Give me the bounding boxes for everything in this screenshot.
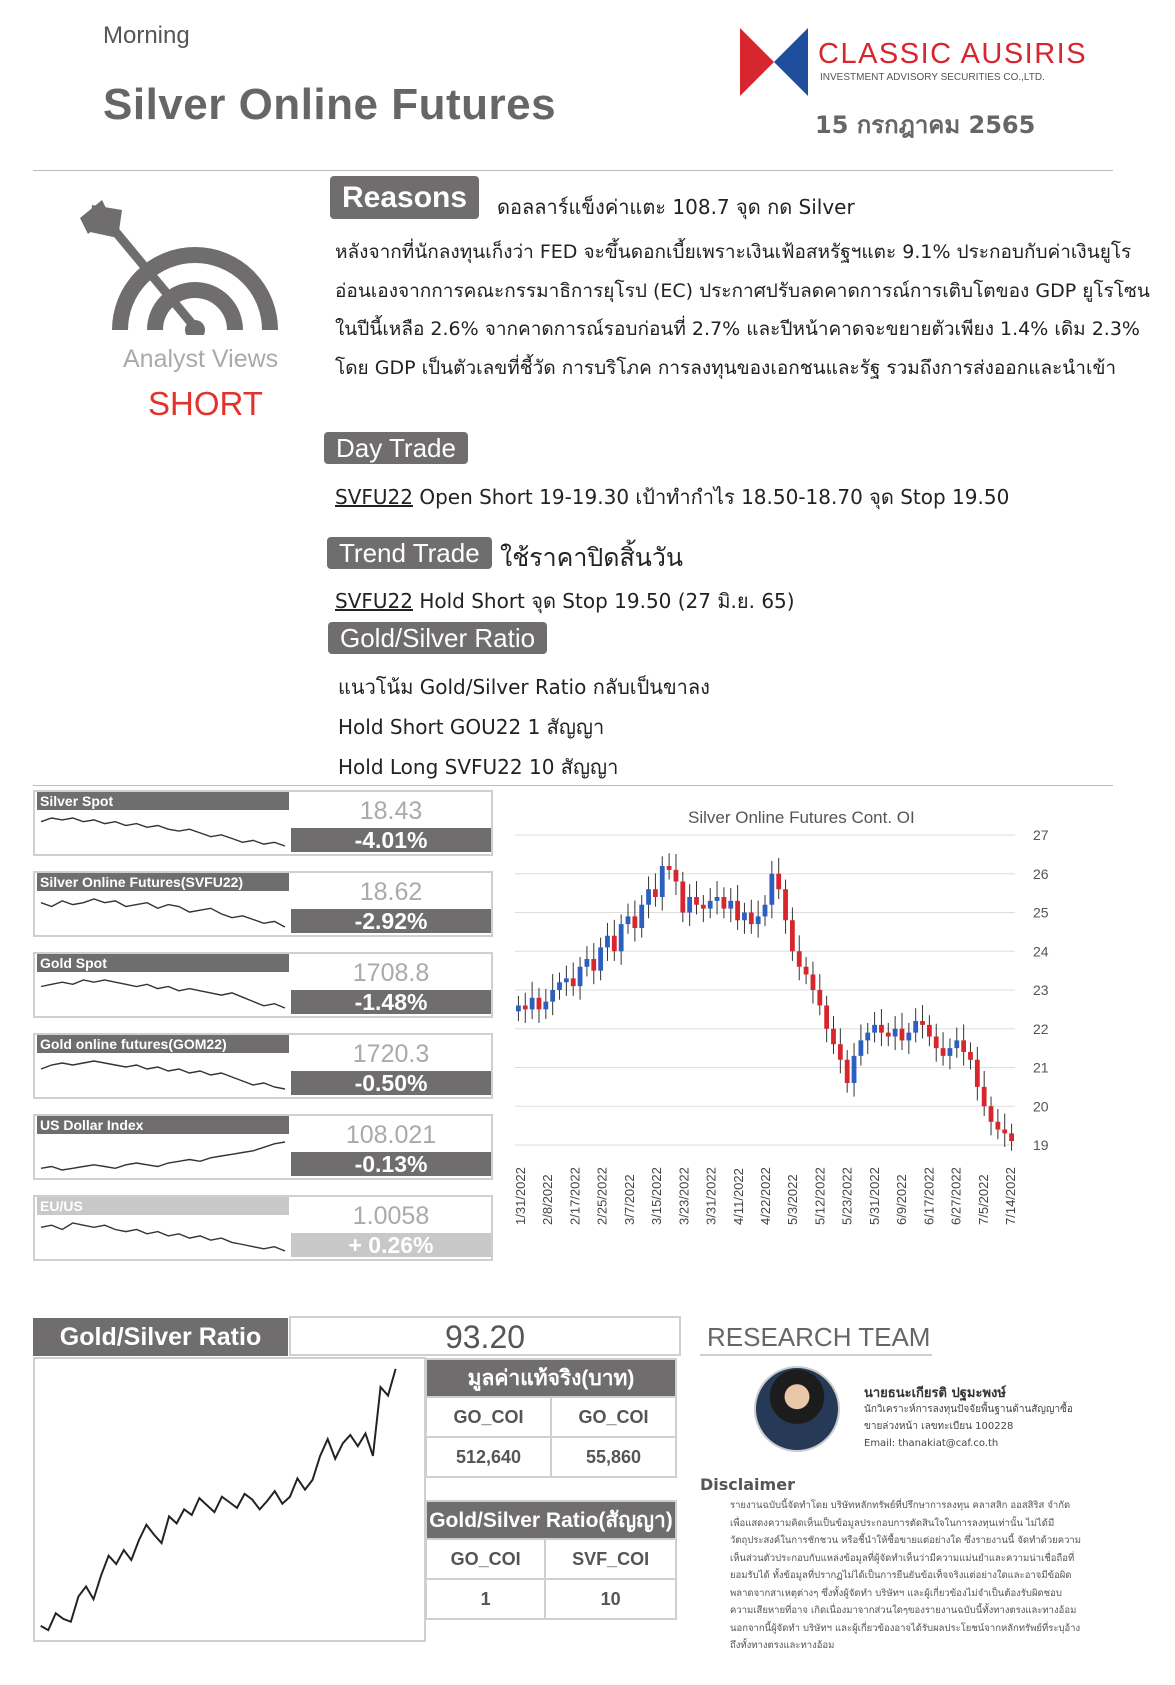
oi-x-tick: 5/12/2022 [812, 1167, 828, 1225]
oi-candle-body [961, 1040, 966, 1052]
oi-candle-body [571, 978, 576, 986]
gold-silver-line-2: Hold Short GOU22 1 สัญญา [338, 715, 605, 739]
oi-candle-body [804, 967, 809, 975]
oi-x-tick: 1/31/2022 [513, 1167, 528, 1225]
analyst-email: Email: thanakiat@caf.co.th [864, 1438, 999, 1449]
gold-silver-tag: Gold/Silver Ratio [328, 622, 547, 654]
market-panel [33, 871, 493, 937]
oi-x-tick: 6/27/2022 [948, 1167, 964, 1225]
market-sparkline [37, 812, 289, 852]
oi-candle-body [763, 905, 768, 917]
oi-candle-body [537, 998, 542, 1010]
oi-chart-title: Silver Online Futures Cont. OI [688, 808, 915, 827]
sparkline-path [41, 1061, 285, 1089]
oi-candle-body [742, 913, 747, 921]
oi-y-tick: 20 [1033, 1098, 1049, 1115]
analyst-role-text: นักวิเคราะห์การลงทุนปัจจัยพื้นฐานด้านสัญญาซื้อขายล่วงหน้า เลขทะเบียน 100228 [864, 1404, 1073, 1432]
gold-silver-line-1: แนวโน้ม Gold/Silver Ratio กลับเป็นขาลง [338, 675, 710, 699]
market-label: EU/US [37, 1197, 289, 1215]
ratio-col-1: GO_COI [426, 1539, 545, 1579]
oi-candle-body [756, 916, 761, 924]
oi-candle-body [585, 959, 590, 967]
oi-candle-body [982, 1087, 987, 1106]
oi-candle-body [927, 1025, 932, 1037]
market-price: 18.43 [359, 797, 423, 825]
market-price: 108.021 [345, 1121, 437, 1149]
ratio-contracts-header: Gold/Silver Ratio(สัญญา) [426, 1501, 676, 1539]
oi-candle-body [632, 916, 637, 928]
oi-candle-body [612, 936, 617, 952]
header-divider [33, 170, 1113, 171]
oi-candle-body [968, 1052, 973, 1060]
research-team-title: RESEARCH TEAM [707, 1322, 931, 1352]
brand-subtitle: INVESTMENT ADVISORY SECURITIES CO.,LTD. [820, 72, 1045, 83]
oi-candle-body [913, 1021, 918, 1033]
oi-candle-body [865, 1033, 870, 1041]
oi-x-tick: 3/7/2022 [621, 1174, 637, 1225]
gold-silver-ratio-value: 93.20 [289, 1316, 681, 1356]
oi-candle-body [605, 936, 610, 948]
oi-x-tick: 3/15/2022 [649, 1167, 665, 1225]
market-change: -0.50% [291, 1071, 491, 1095]
oi-candle-body [1002, 1130, 1007, 1134]
oi-candle-body [893, 1029, 898, 1037]
market-change: -1.48% [291, 990, 491, 1014]
oi-candle-body [564, 978, 569, 982]
oi-candle-body [660, 866, 665, 897]
report-date: 15 กรกฎาคม 2565 [815, 111, 1036, 139]
oi-candle-body [824, 1006, 829, 1029]
oi-candle-body [811, 975, 816, 991]
market-sparkline [37, 1136, 289, 1176]
oi-candle-body [906, 1033, 911, 1041]
sparkline-path [41, 1142, 285, 1170]
target-arrow-icon [80, 200, 295, 335]
oi-x-tick: 4/11/2022 [730, 1168, 746, 1225]
oi-x-tick: 6/17/2022 [921, 1167, 937, 1225]
market-panel [33, 1195, 493, 1261]
trend-trade-symbol: SVFU22 [335, 589, 413, 613]
oi-candle-body [626, 916, 631, 924]
oi-candle-body [852, 1056, 857, 1083]
market-label: US Dollar Index [37, 1116, 289, 1134]
analyst-position: SHORT [148, 385, 263, 422]
oi-y-tick: 21 [1033, 1059, 1049, 1076]
oi-candle-body [900, 1029, 905, 1041]
oi-y-tick: 19 [1033, 1137, 1049, 1153]
oi-x-tick: 5/23/2022 [839, 1167, 855, 1225]
oi-candle-body [838, 1044, 843, 1060]
market-price: 1720.3 [352, 1040, 430, 1068]
oi-x-tick: 2/25/2022 [594, 1167, 610, 1225]
day-trade-text: Open Short 19-19.30 เป้าทำกำไร 18.50-18.70 จุด Stop 19.50 [412, 485, 1010, 509]
oi-candle-body [523, 1006, 528, 1010]
oi-candle-body [653, 889, 658, 897]
sparkline-path [41, 980, 285, 1008]
analyst-role [864, 1401, 1084, 1452]
section-divider [33, 785, 1113, 786]
reasons-paragraph: หลังจากที่นักลงทุนเก็งว่า FED จะขึ้นดอกเบี้ยเพราะเงินเฟ้อสหรัฐฯแตะ 9.1% ประกอบกับค่าเงินยูโรอ่อนเองจากการคณะกรรมาธิการยุโรป (EC) ประกาศปรับลดคาดการณ์การเติบโตของ GDP ยูโรโซนในปีนี้เหลือ 2.6% จากคาดการณ์รอบก่อนที่ 2.7% และปีหน้าคาดจะขยายตัวเพียง 1.4% เดิม 2.3% โดย GDP เป็นตัวเลขที่ชี้วัด การบริโภค การลงทุนของเอกชนและรัฐ รวมถึงการส่งออกและนำเข้า [335, 241, 1150, 379]
day-trade-line [335, 481, 1009, 513]
market-change: -2.92% [291, 909, 491, 933]
brand-name: CLASSIC AUSIRIS [818, 38, 1088, 70]
oi-candle-body [646, 889, 651, 905]
market-panel [33, 1033, 493, 1099]
oi-candle-body [989, 1106, 994, 1122]
trend-trade-tag: Trend Trade [327, 537, 492, 569]
oi-x-tick: 5/3/2022 [785, 1174, 801, 1225]
research-divider [700, 1354, 932, 1356]
oi-candle-body [701, 905, 706, 909]
oi-x-tick: 2/17/2022 [567, 1167, 583, 1225]
market-sparkline [37, 974, 289, 1014]
report-title: Silver Online Futures [103, 80, 557, 129]
ratio-col-2: SVF_COI [545, 1539, 676, 1579]
analyst-name: นายธนะเกียรติ ปฐมะพงษ์ [864, 1386, 1006, 1401]
market-label: Gold Spot [37, 954, 289, 972]
oi-candle-body [708, 901, 713, 909]
market-panel [33, 952, 493, 1018]
ratio-line [41, 1369, 396, 1630]
oi-candle-body [680, 882, 685, 913]
market-change: -0.13% [291, 1152, 491, 1176]
day-trade-symbol: SVFU22 [335, 485, 413, 509]
oi-x-tick: 7/5/2022 [975, 1174, 991, 1225]
oi-candle-body [591, 959, 596, 971]
company-logo-icon [740, 28, 808, 96]
intrinsic-value-header: มูลค่าแท้จริง(บาท) [426, 1359, 676, 1397]
oi-candle-body [790, 920, 795, 951]
oi-y-tick: 24 [1033, 943, 1049, 960]
market-price: 1.0058 [352, 1202, 430, 1230]
intrinsic-col-2: GO_COI [551, 1397, 676, 1437]
oi-candle-body [578, 967, 583, 986]
oi-candle-body [749, 913, 754, 925]
oi-candle-body [769, 874, 774, 905]
market-sparkline [37, 1217, 289, 1257]
analyst-avatar [754, 1366, 840, 1452]
oi-candle-body [728, 901, 733, 909]
oi-y-tick: 22 [1033, 1020, 1049, 1037]
oi-candle-body [667, 866, 672, 870]
disclaimer-text: รายงานฉบับนี้จัดทำโดย บริษัทหลักทรัพย์ที่ปรึกษาการลงทุน คลาสสิก ออสสิริส จำกัด เพื่อแสดงความคิดเห็นเป็นข้อมูลประกอบการตัดสินใจในการลงทุนเท่านั้น ไม่ได้มีวัตถุประสงค์ในการชักชวน หรือชี้นำให้ซื้อขายแต่อย่างใด ซึ่งรายงานนี้ จัดทำด้วยความเห็นส่วนตัวประกอบกับแหล่งข้อมูลที่ผู้จัดทำเห็นว่ามีความแม่นยำและความน่าเชื่อถือที่ยอมรับได้ ทั้งข้อมูลที่ปรากฏไม่ได้เป็นการยืนยันข้อเท็จจริงแต่อย่างใดและอาจมีข้อผิดพลาดจากสาเหตุต่างๆ ซึ่งทั้งผู้จัดทำ บริษัทฯ และผู้เกี่ยวข้องไม่จำเป็นต้องรับผิดชอบความเสียหายที่อาจ เกิดเนื่องมาจากส่วนใดๆของรายงานฉบับนี้ทั้งทางตรงและทางอ้อม นอกจากนี้ผู้จัดทำ บริษัทฯ และผู้เกี่ยวข้องอาจได้รับผลประโยชน์จากหลักทรัพย์ที่ระบุอ้างถึงทั้งทางตรงและทางอ้อม [730, 1500, 1082, 1651]
oi-candle-body [797, 951, 802, 967]
oi-x-tick: 2/8/2022 [540, 1174, 556, 1225]
oi-candle-body [886, 1033, 891, 1037]
oi-candle-body [694, 897, 699, 905]
oi-y-tick: 27 [1033, 830, 1049, 843]
oi-candle-body [975, 1060, 980, 1087]
market-label: Silver Spot [37, 792, 289, 810]
oi-candle-body [872, 1025, 877, 1033]
oi-candle-body [639, 905, 644, 928]
oi-candle-body [557, 982, 562, 990]
sparkline-path [41, 1223, 285, 1251]
oi-candle-body [941, 1048, 946, 1056]
market-panel [33, 790, 493, 856]
day-trade-tag: Day Trade [324, 432, 468, 464]
oi-candle-body [722, 897, 727, 909]
market-label: Gold online futures(GOM22) [37, 1035, 289, 1053]
market-sparkline [37, 1055, 289, 1095]
analyst-views-label: Analyst Views [123, 345, 279, 373]
oi-x-tick: 6/9/2022 [894, 1174, 910, 1225]
sparkline-path [41, 818, 285, 846]
market-change: + 0.26% [291, 1233, 491, 1257]
intrinsic-val-1: 512,640 [426, 1437, 551, 1477]
oi-candle-body [920, 1021, 925, 1025]
oi-candle-body [879, 1025, 884, 1033]
trend-trade-note: ใช้ราคาปิดสิ้นวัน [500, 543, 683, 572]
market-price: 18.62 [359, 878, 423, 906]
reasons-headline: ดอลลาร์แข็งค่าแตะ 108.7 จุด กด Silver [497, 195, 855, 219]
intrinsic-value-table [425, 1358, 677, 1478]
oi-candle-body [845, 1060, 850, 1083]
oi-candle-body [831, 1029, 836, 1045]
reasons-tag: Reasons [330, 176, 479, 219]
gold-silver-ratio-label: Gold/Silver Ratio [33, 1318, 288, 1356]
oi-candle-body [817, 990, 822, 1006]
ratio-val-1: 1 [426, 1579, 545, 1619]
intrinsic-val-2: 55,860 [551, 1437, 676, 1477]
oi-candle-body [1009, 1133, 1014, 1141]
oi-candle-body [674, 870, 679, 882]
trend-trade-text: Hold Short จุด Stop 19.50 (27 มิ.ย. 65) [412, 589, 795, 613]
oi-candle-body [550, 990, 555, 1002]
oi-x-tick: 7/14/2022 [1003, 1167, 1018, 1225]
sparkline-path [41, 899, 285, 927]
oi-candle-body [543, 1002, 548, 1010]
gold-silver-line-3: Hold Long SVFU22 10 สัญญา [338, 755, 619, 779]
oi-candle-body [776, 874, 781, 890]
oi-candle-body [715, 897, 720, 901]
oi-candle-body [619, 924, 624, 951]
oi-candlestick-chart [505, 830, 1125, 1300]
trend-trade-line [335, 585, 795, 617]
oi-x-tick: 4/22/2022 [758, 1167, 773, 1225]
oi-y-tick: 25 [1033, 904, 1049, 921]
disclaimer-title: Disclaimer [700, 1475, 795, 1494]
gold-silver-ratio-chart [33, 1357, 426, 1642]
oi-y-tick: 26 [1033, 865, 1049, 882]
report-session: Morning [103, 22, 190, 49]
oi-candle-body [995, 1122, 1000, 1130]
ratio-val-2: 10 [545, 1579, 676, 1619]
oi-candle-body [735, 901, 740, 920]
market-price: 1708.8 [352, 959, 430, 987]
oi-candle-body [687, 897, 692, 913]
oi-x-tick: 3/23/2022 [676, 1167, 692, 1225]
oi-candle-body [530, 998, 535, 1010]
oi-y-tick: 23 [1033, 982, 1049, 998]
market-sparkline [37, 893, 289, 933]
intrinsic-col-1: GO_COI [426, 1397, 551, 1437]
ratio-contracts-table [425, 1500, 677, 1620]
oi-candle-body [934, 1037, 939, 1049]
oi-x-tick: 5/31/2022 [866, 1167, 882, 1225]
oi-candle-body [858, 1040, 863, 1056]
market-panel [33, 1114, 493, 1180]
oi-candle-body [783, 889, 788, 920]
oi-candle-body [948, 1048, 953, 1056]
oi-x-tick: 3/31/2022 [703, 1167, 719, 1225]
oi-candle-body [954, 1040, 959, 1048]
oi-candle-body [516, 1006, 521, 1012]
market-label: Silver Online Futures(SVFU22) [37, 873, 289, 891]
oi-candle-body [598, 947, 603, 970]
market-change: -4.01% [291, 828, 491, 852]
